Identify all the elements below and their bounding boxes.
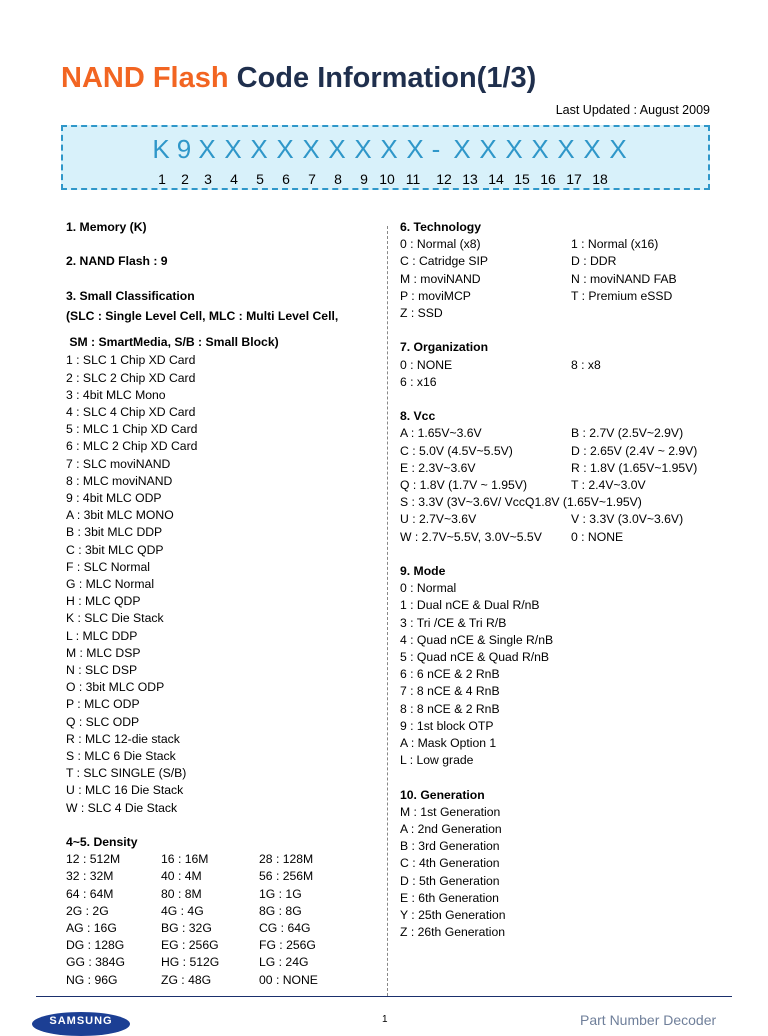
vcc-row (400, 443, 730, 460)
title-rest: Code Information(1/3) (236, 62, 537, 94)
organization-row (400, 374, 730, 391)
small-class-item: 2 : SLC 2 Chip XD Card (66, 370, 196, 385)
small-class-item: H : MLC QDP (66, 594, 141, 609)
technology-cell: C : Catridge SIP (400, 254, 489, 269)
density-row (66, 937, 386, 954)
code-position: 12 (436, 171, 452, 187)
code-position: 9 (360, 171, 368, 187)
small-class-item: 7 : SLC moviNAND (66, 456, 171, 471)
code-position: 14 (488, 171, 504, 187)
code-char: 9 (176, 134, 192, 164)
small-class-item: A : 3bit MLC MONO (66, 508, 174, 523)
footer-label: Part Number Decoder (580, 1012, 717, 1028)
small-class-item: 3 : 4bit MLC Mono (66, 387, 166, 402)
code-position: 2 (181, 171, 189, 187)
code-position: 4 (230, 171, 238, 187)
code-char: X (354, 134, 372, 164)
mode-item: 3 : Tri /CE & Tri R/B (400, 615, 507, 630)
organization-cell: 8 : x8 (571, 357, 601, 372)
small-class-item: U : MLC 16 Die Stack (66, 783, 184, 798)
density-cell: ZG : 48G (161, 972, 212, 987)
small-class-item: N : SLC DSP (66, 663, 138, 678)
density-row (66, 903, 386, 920)
density-cell: EG : 256G (161, 938, 219, 953)
code-char: X (453, 134, 471, 164)
small-class-item: T : SLC SINGLE (S/B) (66, 766, 187, 781)
vcc-cell: V : 3.3V (3.0V~3.6V) (571, 512, 684, 527)
code-characters (151, 134, 631, 164)
vcc-row (400, 511, 730, 528)
organization-cell: 6 : x16 (400, 374, 437, 389)
mode-heading: 9. Mode (400, 564, 446, 579)
code-position: 10 (379, 171, 395, 187)
generation-item: Y : 25th Generation (400, 908, 506, 923)
density-row (66, 851, 386, 868)
technology-row (400, 288, 730, 305)
density-row (66, 972, 386, 989)
vcc-row (400, 460, 730, 477)
vcc-row (400, 494, 730, 511)
mode-item: 4 : Quad nCE & Single R/nB (400, 632, 554, 647)
mode-item: 0 : Normal (400, 581, 457, 596)
technology-row (400, 253, 730, 270)
small-class-item: O : 3bit MLC ODP (66, 680, 165, 695)
density-cell: AG : 16G (66, 921, 117, 936)
code-char: X (250, 134, 268, 164)
small-class-item: M : MLC DSP (66, 645, 141, 660)
code-position: 8 (334, 171, 342, 187)
code-positions (151, 171, 631, 187)
code-char: X (276, 134, 294, 164)
small-class-item: 6 : MLC 2 Chip XD Card (66, 439, 198, 454)
code-char: X (302, 134, 320, 164)
generation-item: D : 5th Generation (400, 873, 500, 888)
vcc-cell: Q : 1.8V (1.7V ~ 1.95V) (400, 478, 528, 493)
small-class-item: 5 : MLC 1 Chip XD Card (66, 422, 198, 437)
left-column (66, 219, 386, 989)
small-class-item: S : MLC 6 Die Stack (66, 749, 176, 764)
generation-list (400, 804, 730, 942)
density-cell: 64 : 64M (66, 886, 114, 901)
code-position: 6 (282, 171, 290, 187)
generation-item: Z : 26th Generation (400, 925, 506, 940)
technology-cell: D : DDR (571, 254, 617, 269)
page-number: 1 (382, 1014, 388, 1025)
small-class-item: W : SLC 4 Die Stack (66, 800, 178, 815)
samsung-logo (32, 1012, 130, 1036)
density-row (66, 954, 386, 971)
code-char: X (328, 134, 346, 164)
code-position: 3 (204, 171, 212, 187)
density-cell: FG : 256G (259, 938, 316, 953)
density-table (66, 851, 386, 989)
mode-item: 6 : 6 nCE & 2 RnB (400, 667, 500, 682)
vcc-cell: D : 2.65V (2.4V ~ 2.9V) (571, 443, 698, 458)
organization-row (400, 357, 730, 374)
small-class-item: 1 : SLC 1 Chip XD Card (66, 353, 196, 368)
density-cell: DG : 128G (66, 938, 125, 953)
small-class-item: 9 : 4bit MLC ODP (66, 491, 162, 506)
code-char: X (609, 134, 627, 164)
density-cell: 32 : 32M (66, 869, 114, 884)
technology-cell: 1 : Normal (x16) (571, 237, 659, 252)
density-row (66, 920, 386, 937)
small-class-item: 8 : MLC moviNAND (66, 473, 173, 488)
density-cell: CG : 64G (259, 921, 311, 936)
vcc-cell: U : 2.7V~3.6V (400, 512, 477, 527)
code-char: X (531, 134, 549, 164)
organization-table (400, 357, 730, 391)
small-classification-list (66, 352, 386, 816)
code-position: 13 (462, 171, 478, 187)
density-cell: 56 : 256M (259, 869, 314, 884)
vcc-table (400, 425, 730, 545)
technology-cell: 0 : Normal (x8) (400, 237, 481, 252)
right-column (400, 219, 730, 941)
vcc-row (400, 477, 730, 494)
generation-item: E : 6th Generation (400, 890, 499, 905)
small-class-item: G : MLC Normal (66, 577, 155, 592)
density-cell: 16 : 16M (161, 852, 209, 867)
small-class-item: B : 3bit MLC DDP (66, 525, 163, 540)
mode-item: A : Mask Option 1 (400, 736, 497, 751)
code-char: X (583, 134, 601, 164)
vcc-cell: S : 3.3V (3V~3.6V/ VccQ1.8V (1.65V~1.95V) (400, 495, 642, 510)
small-classification-note-1: (SLC : Single Level Cell, MLC : Multi Level Cell, (66, 308, 339, 323)
vcc-cell: W : 2.7V~5.5V, 3.0V~5.5V (400, 529, 542, 544)
code-position: 18 (592, 171, 608, 187)
density-cell: 4G : 4G (161, 903, 204, 918)
density-cell: NG : 96G (66, 972, 118, 987)
density-cell: HG : 512G (161, 955, 220, 970)
small-class-item: 4 : SLC 4 Chip XD Card (66, 405, 196, 419)
code-char: X (380, 134, 398, 164)
technology-cell: P : moviMCP (400, 288, 471, 303)
mode-item: 1 : Dual nCE & Dual R/nB (400, 598, 540, 613)
small-class-item: F : SLC Normal (66, 559, 150, 574)
density-row (66, 868, 386, 885)
small-class-item: C : 3bit MLC QDP (66, 542, 164, 557)
organization-heading: 7. Organization (400, 340, 489, 355)
code-char: X (479, 134, 497, 164)
density-cell: GG : 384G (66, 955, 125, 970)
density-heading: 4~5. Density (66, 835, 138, 850)
code-position: 16 (540, 171, 556, 187)
page-title (61, 60, 536, 96)
code-position: 15 (514, 171, 530, 187)
code-position: 11 (405, 171, 421, 187)
nand-flash-heading: 2. NAND Flash : 9 (66, 254, 168, 269)
density-cell: 8G : 8G (259, 903, 302, 918)
code-template-box (61, 125, 710, 190)
small-classification-note-2: SM : SmartMedia, S/B : Small Block) (66, 335, 279, 350)
density-cell: 12 : 512M (66, 852, 121, 867)
organization-cell: 0 : NONE (400, 357, 453, 372)
small-class-item: R : MLC 12-die stack (66, 731, 180, 746)
vcc-cell: E : 2.3V~3.6V (400, 460, 476, 475)
code-separator: - (431, 134, 441, 164)
density-cell: 80 : 8M (161, 886, 202, 901)
vcc-row (400, 425, 730, 442)
generation-item: M : 1st Generation (400, 804, 501, 819)
small-classification-heading: 3. Small Classification (66, 288, 195, 303)
technology-table (400, 236, 730, 322)
code-char: X (224, 134, 242, 164)
footer-rule (36, 996, 732, 997)
code-position: 17 (566, 171, 582, 187)
vcc-cell: T : 2.4V~3.0V (571, 478, 646, 493)
technology-cell: T : Premium eSSD (571, 288, 673, 303)
density-cell: 28 : 128M (259, 852, 314, 867)
code-position: 7 (308, 171, 316, 187)
mode-item: 7 : 8 nCE & 4 RnB (400, 684, 500, 699)
generation-item: A : 2nd Generation (400, 822, 502, 837)
technology-cell: Z : SSD (400, 306, 443, 321)
density-cell: LG : 24G (259, 955, 309, 970)
mode-item: 5 : Quad nCE & Quad R/nB (400, 650, 550, 665)
code-char: X (557, 134, 575, 164)
generation-item: B : 3rd Generation (400, 839, 500, 854)
small-class-item: K : SLC Die Stack (66, 611, 164, 626)
small-class-item: L : MLC DDP (66, 628, 138, 643)
technology-cell: N : moviNAND FAB (571, 271, 677, 286)
code-position: 1 (158, 171, 166, 187)
logo-text: SAMSUNG (49, 1015, 113, 1027)
vcc-heading: 8. Vcc (400, 409, 436, 424)
code-char: K (152, 134, 170, 164)
density-row (66, 886, 386, 903)
column-divider (387, 226, 388, 996)
density-cell: 1G : 1G (259, 886, 302, 901)
code-position: 5 (256, 171, 264, 187)
mode-item: 8 : 8 nCE & 2 RnB (400, 701, 500, 716)
density-cell: 00 : NONE (259, 972, 318, 987)
vcc-cell: B : 2.7V (2.5V~2.9V) (571, 426, 684, 441)
small-class-item: P : MLC ODP (66, 697, 140, 712)
vcc-cell: 0 : NONE (571, 529, 624, 544)
density-cell: 2G : 2G (66, 903, 109, 918)
technology-heading: 6. Technology (400, 220, 482, 234)
technology-row (400, 271, 730, 288)
density-cell: BG : 32G (161, 921, 212, 936)
generation-heading: 10. Generation (400, 787, 485, 802)
mode-item: 9 : 1st block OTP (400, 718, 494, 733)
technology-row (400, 236, 730, 253)
technology-cell: M : moviNAND (400, 271, 481, 286)
generation-item: C : 4th Generation (400, 856, 500, 871)
small-class-item: Q : SLC ODP (66, 714, 140, 729)
density-cell: 40 : 4M (161, 869, 202, 884)
vcc-cell: R : 1.8V (1.65V~1.95V) (571, 460, 698, 475)
vcc-cell: A : 1.65V~3.6V (400, 426, 482, 441)
technology-row (400, 305, 730, 322)
vcc-cell: C : 5.0V (4.5V~5.5V) (400, 443, 513, 458)
code-char: X (505, 134, 523, 164)
title-highlight: NAND Flash (61, 62, 229, 94)
mode-item: L : Low grade (400, 753, 474, 768)
mode-list (400, 580, 730, 769)
code-char: X (406, 134, 424, 164)
vcc-row (400, 529, 730, 546)
last-updated: Last Updated : August 2009 (555, 103, 710, 117)
memory-heading: 1. Memory (K) (66, 220, 147, 234)
code-char: X (198, 134, 216, 164)
